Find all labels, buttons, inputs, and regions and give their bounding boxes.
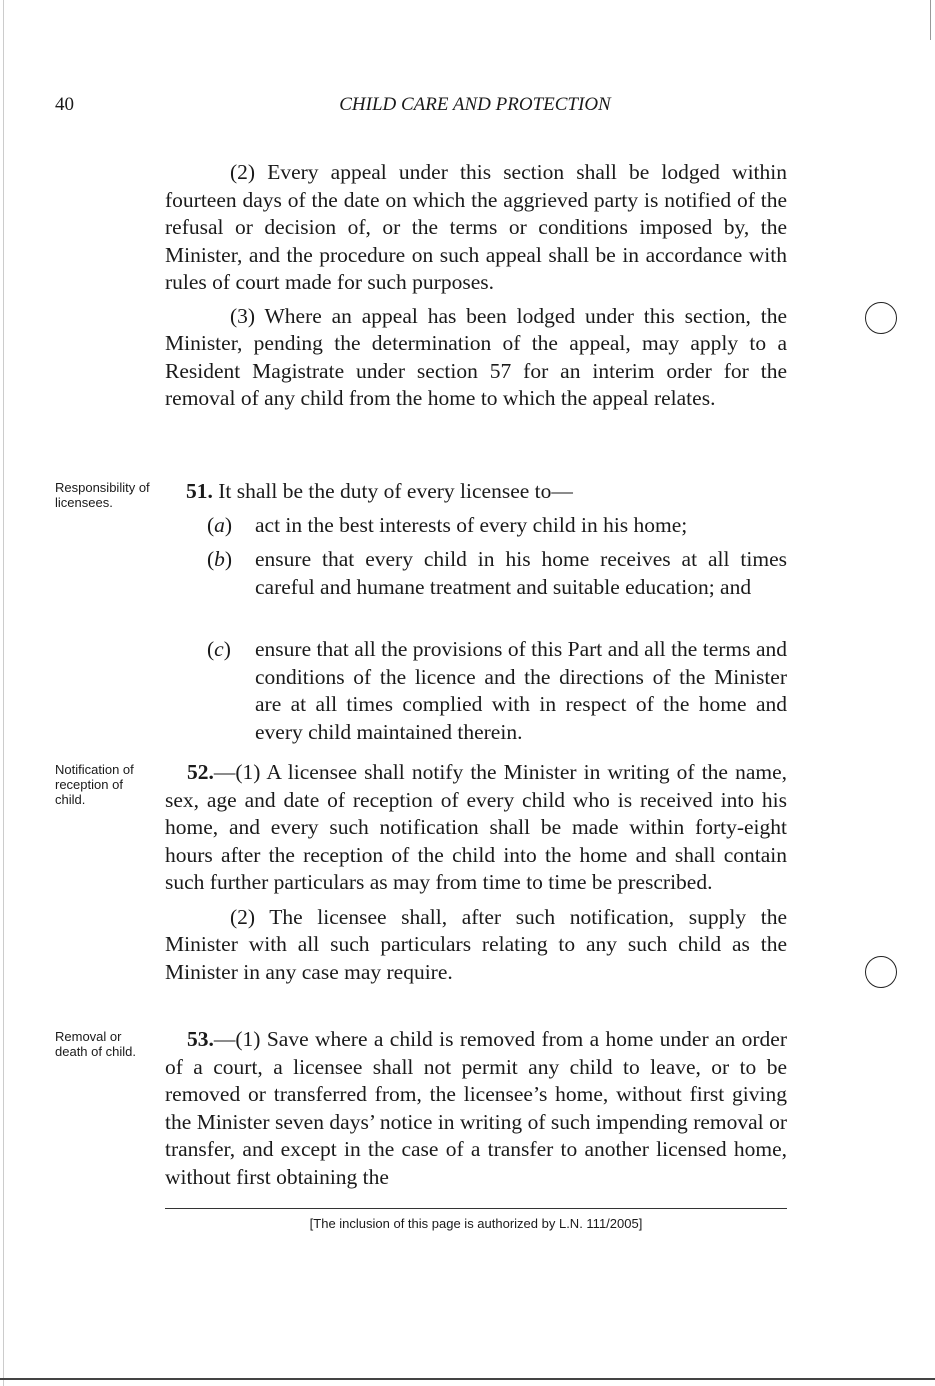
list-marker-c: (c) (207, 637, 231, 661)
section-text-block (165, 159, 787, 413)
list-item-c (207, 636, 787, 746)
punch-hole-lower (865, 956, 897, 988)
punch-hole-upper (865, 302, 897, 334)
footer-rule (165, 1208, 787, 1209)
section-52-block (165, 759, 787, 986)
running-title: CHILD CARE AND PROTECTION (339, 94, 611, 115)
subsection-3-paragraph: (3) Where an appeal has been lodged under this section, the Minister, pending the determination of the appeal, may apply to a Resident Magistrate under section 57 for an interim order for the removal of any child from the home to which the appeal relates. (165, 303, 787, 410)
section-53-number: 53. (187, 1027, 214, 1051)
margin-note-removal: Removal or death of child. (55, 1029, 136, 1059)
section-52-paragraph-2: (2) The licensee shall, after such notification, supply the Minister with all such particulars relating to any such child as the Minister in any case may require. (165, 904, 787, 984)
scan-edge-right (930, 0, 931, 40)
list-item-b-text: ensure that every child in his home receives at all times careful and humane treatment and suitable education; and (255, 547, 787, 599)
margin-note-notification: Notification of reception of child. (55, 762, 134, 807)
list-item-c-text: ensure that all the provisions of this Part and all the terms and conditions of the licence and the directions of the Minister are at all times complied with in respect of the home and every child maintained therein. (255, 637, 787, 744)
margin-note-responsibility: Responsibility of licensees. (55, 480, 150, 510)
list-item-a-text: act in the best interests of every child in his home; (255, 513, 688, 537)
page-number: 40 (55, 94, 74, 115)
section-53-paragraph-1: 53.—(1) Save where a child is removed from a home under an order of a court, a licensee shall not permit any child to leave, or to be removed or transferred from, the licensee’s home, without first giving the Minister seven days’ notice in writing of such impending removal or transfer, and except in the case of a transfer to another licensed home, without first obtaining the (165, 1027, 787, 1189)
section-53-block (165, 1026, 787, 1191)
scan-edge-bottom (0, 1378, 935, 1380)
section-52-paragraph-1: 52.—(1) A licensee shall notify the Minister in writing of the name, sex, age and date of reception of every child who is received into his home, and every such notification shall be made within forty-eight hours after the reception of the child into the home and shall contain such further particulars as may from time to time be prescribed. (165, 760, 787, 894)
footer-authorization: [The inclusion of this page is authorized by L.N. 111/2005] (309, 1216, 643, 1231)
list-item-a (207, 512, 787, 540)
section-51-heading (186, 478, 787, 506)
list-marker-a: (a) (207, 513, 233, 537)
section-52-number: 52. (187, 760, 214, 784)
section-51-lead: It shall be the duty of every licensee to— (218, 479, 573, 503)
subsection-2-paragraph: (2) Every appeal under this section shall be lodged within fourteen days of the date on which the aggrieved party is notified of the refusal or decision of, or the terms or conditions imposed by, the Minister, and the procedure on such appeal shall be in accordance with rules of court made for such purposes. (165, 160, 787, 294)
scan-edge-left (3, 0, 4, 1386)
list-item-b (207, 546, 787, 601)
list-marker-b: (b) (207, 547, 233, 571)
section-51-number: 51. (186, 479, 213, 503)
